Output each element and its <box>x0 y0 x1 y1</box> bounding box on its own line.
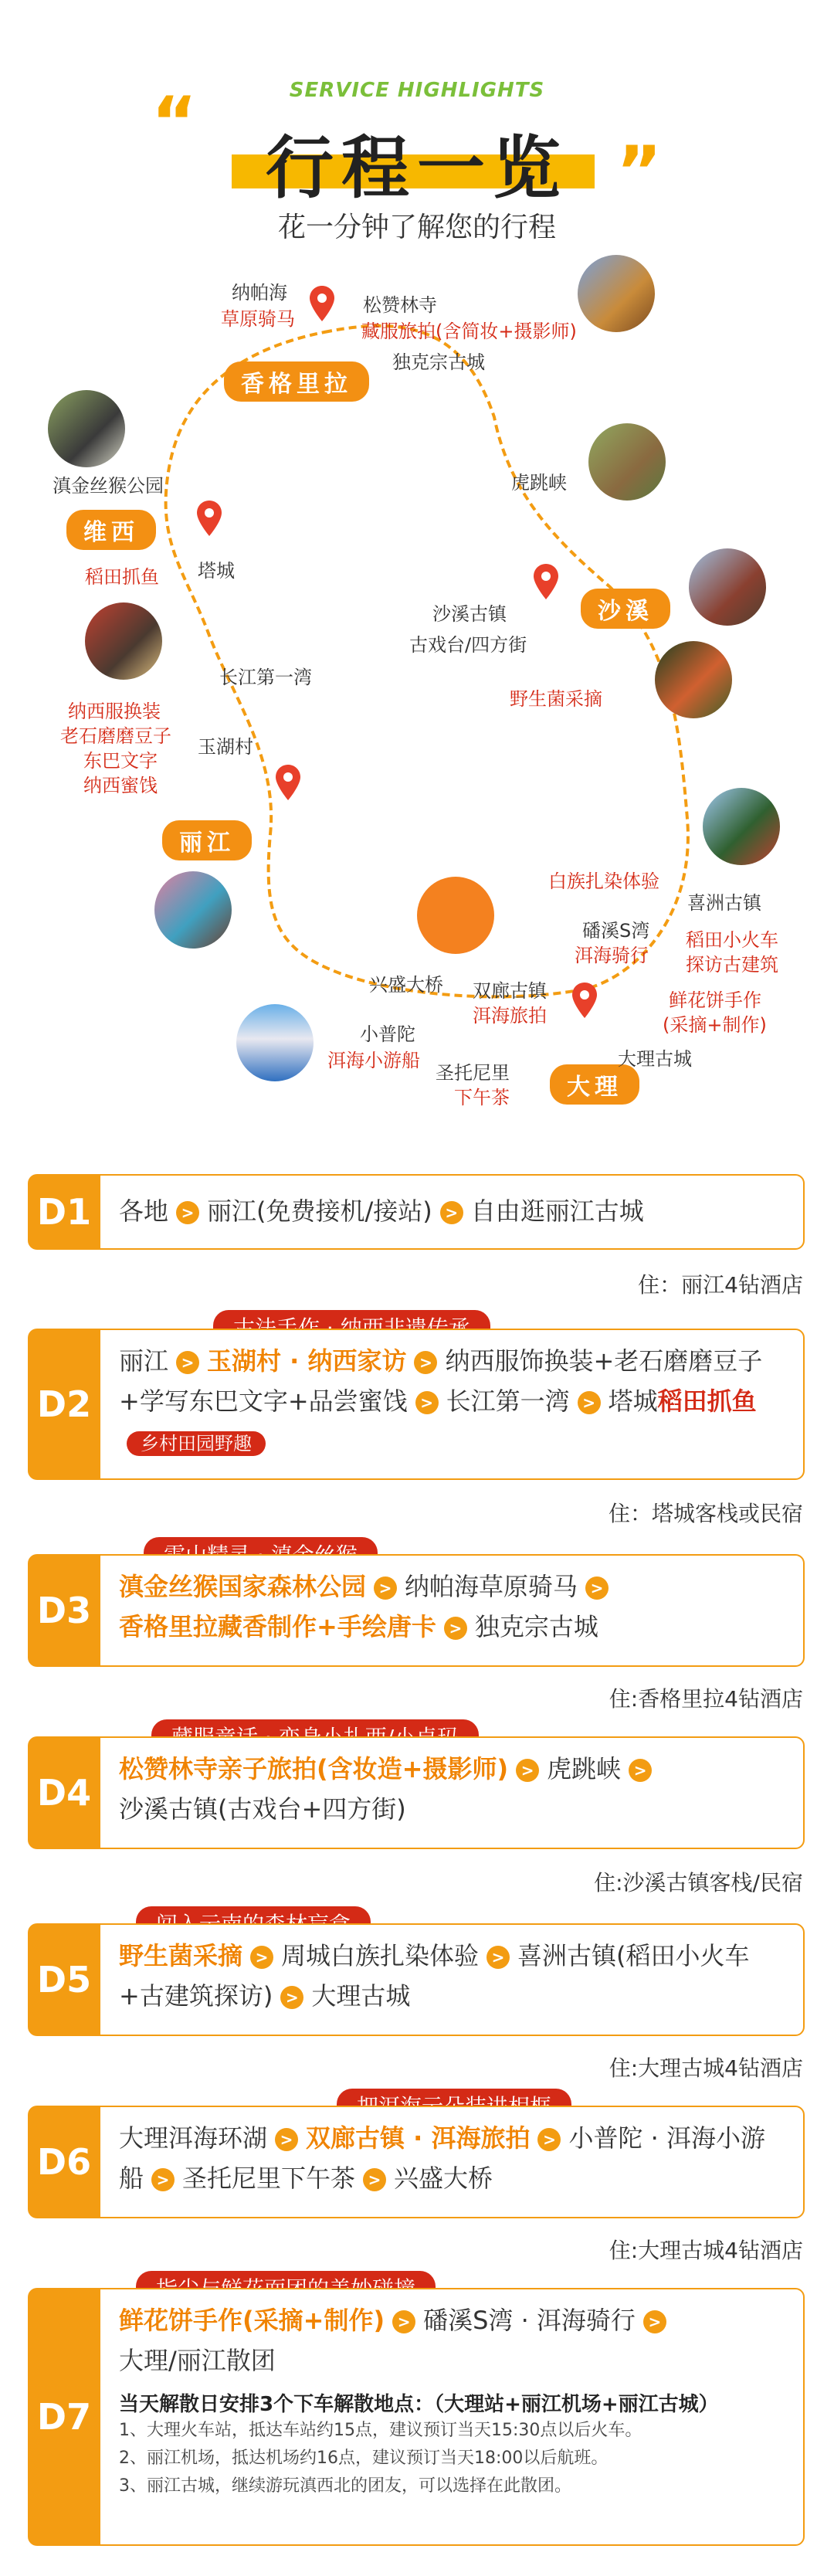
label-naxi2: 老石磨磨豆子 <box>60 725 171 747</box>
label-shaxi-town: 沙溪古镇 <box>432 603 507 625</box>
arrow-icon: > <box>444 1617 467 1640</box>
day-label-d5: D5 <box>28 1923 100 2036</box>
train-photo <box>703 788 780 865</box>
d4-p1: 虎跳峡 <box>547 1754 622 1784</box>
day-label-d4: D4 <box>28 1736 100 1849</box>
arrow-icon: > <box>578 1391 601 1414</box>
label-naxi3: 东巴文字 <box>83 750 158 772</box>
day-box-d2 <box>99 1329 805 1480</box>
d3-p2: 独克宗古城 <box>474 1612 598 1641</box>
service-highlights-label: SERVICE HIGHLIGHTS <box>289 79 545 102</box>
label-shengtuo: 圣托尼里 <box>436 1062 510 1084</box>
day-box-d6 <box>99 2106 805 2218</box>
label-daligucheng: 大理古城 <box>618 1048 692 1070</box>
d3-highlight-2: 香格里拉藏香制作+手绘唐卡 <box>119 1612 436 1641</box>
label-xianhua: 鲜花饼手作 <box>669 989 761 1011</box>
quote-open-mark: “ <box>151 82 198 163</box>
d6-highlight-1: 双廊古镇 · 洱海旅拍 <box>306 2123 531 2153</box>
label-napahai: 纳帕海 <box>232 282 287 304</box>
arrow-icon: > <box>250 1946 273 1969</box>
songzanlin-photo <box>578 255 655 332</box>
label-xingsheng: 兴盛大桥 <box>369 974 443 996</box>
arrow-icon: > <box>151 2168 175 2191</box>
d6-stay: 住:大理古城4钻酒店 <box>609 2238 803 2263</box>
d5-p2: 喜洲古镇(稻田小火车+古建筑探访) <box>119 1941 750 2011</box>
day-label-d1: D1 <box>28 1174 100 1250</box>
d3-highlight-1: 滇金丝猴国家森林公园 <box>119 1572 367 1601</box>
day-box-d5 <box>99 1923 805 2036</box>
label-xizhou-act2: 探访古建筑 <box>686 954 778 976</box>
d4-p2: 沙溪古镇(古戏台+四方街) <box>119 1794 406 1824</box>
label-shuanglang-act: 洱海旅拍 <box>473 1005 547 1027</box>
naxi-costume-photo <box>85 602 162 680</box>
arrow-icon: > <box>537 2128 561 2151</box>
arrow-icon: > <box>643 2310 666 2333</box>
label-baizu: 白族扎染体验 <box>548 871 659 892</box>
day-box-d3 <box>99 1554 805 1667</box>
label-yuhu: 玉湖村 <box>198 736 253 758</box>
label-yeshengjun: 野生菌采摘 <box>510 688 602 710</box>
label-naxi4: 纳西蜜饯 <box>83 775 158 796</box>
day-label-d7: D7 <box>28 2288 100 2546</box>
monkey-photo <box>48 390 125 467</box>
day-box-d7 <box>99 2288 805 2546</box>
d2-p2: 纳西服饰换装+老石磨磨豆子+学写东巴文字+品尝蜜饯 <box>119 1346 763 1416</box>
page-subtitle: 花一分钟了解您的行程 <box>277 212 556 243</box>
d7-highlight-1: 鲜花饼手作(采摘+制作) <box>119 2306 385 2335</box>
label-dianjin: 滇金丝猴公园 <box>53 475 164 497</box>
label-tacheng: 塔城 <box>198 560 235 582</box>
badge-lijiang: 丽江 <box>162 820 252 860</box>
label-fanpan: 磻溪S湾 <box>582 920 650 942</box>
arrow-icon: > <box>414 1351 437 1374</box>
arrow-icon: > <box>415 1391 439 1414</box>
badge-dali: 大理 <box>550 1064 639 1105</box>
d7-p1: 磻溪S湾 · 洱海骑行 <box>423 2306 636 2335</box>
location-pin-icon <box>571 983 598 1018</box>
d5-highlight-1: 野生菌采摘 <box>119 1941 243 1970</box>
d1-stop-3: 自由逛丽江古城 <box>470 1196 644 1226</box>
label-xianhua-act: (采摘+制作) <box>663 1014 767 1036</box>
d2-highlight-2: 稻田抓鱼 <box>657 1386 757 1416</box>
arrow-icon: > <box>486 1946 510 1969</box>
label-shuanglang: 双廊古镇 <box>473 980 547 1002</box>
page-title: 行程一览 <box>265 128 568 208</box>
d6-p4: 兴盛大桥 <box>394 2164 493 2193</box>
d1-stop-2: 丽江(免费接机/接站) <box>207 1196 432 1226</box>
mushroom-photo <box>655 641 732 718</box>
d2-stay: 住：塔城客栈或民宿 <box>608 1501 803 1526</box>
xiaoputuo-photo <box>236 1004 314 1081</box>
label-naxi1: 纳西服换装 <box>68 701 161 722</box>
arrow-icon: > <box>176 1201 199 1224</box>
badge-xianggelila: 香格里拉 <box>224 361 369 402</box>
arrow-icon: > <box>176 1351 199 1374</box>
label-hutiaoxia: 虎跳峡 <box>511 472 567 494</box>
arrow-icon: > <box>629 1759 652 1782</box>
tiger-leap-photo <box>588 423 666 501</box>
label-xiaoputuo-act: 洱海小游船 <box>327 1050 420 1071</box>
arrow-icon: > <box>516 1759 539 1782</box>
d7-note-title: 当天解散日安排3个下车解散地点：（大理站+丽江机场+丽江古城） <box>119 2393 719 2416</box>
d2-highlight-1: 玉湖村 · 纳西家访 <box>207 1346 407 1376</box>
badge-weixi: 维西 <box>66 510 156 550</box>
d4-highlight-1: 松赞林寺亲子旅拍(含妆造+摄影师) <box>119 1754 509 1784</box>
label-shengtuo-act: 下午茶 <box>454 1087 510 1108</box>
d7-p2: 大理/丽江散团 <box>119 2346 276 2375</box>
day-label-d2: D2 <box>28 1329 100 1480</box>
d6-p2: 小普陀 · 洱海小游船 <box>119 2123 765 2193</box>
arrow-icon: > <box>363 2168 386 2191</box>
label-xizhou-act1: 稻田小火车 <box>686 929 778 951</box>
d5-p3: 大理古城 <box>311 1981 411 2011</box>
d5-stay: 住:大理古城4钻酒店 <box>609 2055 803 2081</box>
d7-note-1: 1、大理火车站，抵达车站约15点，建议预订当天15:30点以后火车。 <box>119 2421 642 2440</box>
d2-p3: 长江第一湾 <box>446 1386 570 1416</box>
day-box-d1 <box>99 1174 805 1250</box>
day-box-d4 <box>99 1736 805 1849</box>
arrow-icon: > <box>585 1576 609 1600</box>
label-daotian: 稻田抓鱼 <box>85 566 159 588</box>
location-pin-icon <box>533 564 559 599</box>
label-changjiang: 长江第一湾 <box>219 667 312 688</box>
badge-shaxi: 沙溪 <box>581 589 670 629</box>
location-pin-icon <box>275 765 301 800</box>
d1-stay: 住：丽江4钻酒店 <box>638 1272 803 1298</box>
shuanglang-photo <box>417 877 494 954</box>
label-xiaoputuo: 小普陀 <box>360 1023 415 1045</box>
d5-p1: 周城白族扎染体验 <box>281 1941 480 1970</box>
d2-p1: 丽江 <box>119 1346 169 1376</box>
arrow-icon: > <box>440 1201 463 1224</box>
arrow-icon: > <box>392 2310 415 2333</box>
label-songzanlin-act: 藏服旅拍(含简妆+摄影师) <box>361 321 577 342</box>
arrow-icon: > <box>280 1986 303 2009</box>
d2-p4: 塔城 <box>608 1386 658 1416</box>
quote-close-mark: ” <box>616 131 663 212</box>
label-guxitai: 古戏台/四方街 <box>409 634 527 656</box>
label-dukezong: 独克宗古城 <box>392 351 485 373</box>
label-napahai-act: 草原骑马 <box>221 308 295 330</box>
lijiang-photo <box>154 871 232 949</box>
day-label-d6: D6 <box>28 2106 100 2218</box>
location-pin-icon <box>196 501 222 536</box>
d7-note-2: 2、丽江机场，抵达机场约16点，建议预订当天18:00以后航班。 <box>119 2449 609 2468</box>
d4-stay: 住:沙溪古镇客栈/民宿 <box>594 1870 803 1896</box>
d3-stay: 住:香格里拉4钻酒店 <box>609 1686 803 1712</box>
arrow-icon: > <box>275 2128 298 2151</box>
d2-tag-2: 乡村田园野趣 <box>127 1431 266 1456</box>
label-songzanlin: 松赞林寺 <box>363 294 437 316</box>
label-xizhou: 喜洲古镇 <box>687 892 761 914</box>
d6-p1: 大理洱海环湖 <box>119 2123 268 2153</box>
arrow-icon: > <box>374 1576 397 1600</box>
shaxi-photo <box>689 548 766 626</box>
d1-stop-1: 各地 <box>119 1196 169 1226</box>
label-fanpan-act: 洱海骑行 <box>575 945 649 966</box>
day-label-d3: D3 <box>28 1554 100 1667</box>
d3-p1: 纳帕海草原骑马 <box>405 1572 578 1601</box>
d6-p3: 圣托尼里下午茶 <box>182 2164 356 2193</box>
d7-note-3: 3、丽江古城，继续游玩滇西北的团友，可以选择在此散团。 <box>119 2476 571 2496</box>
location-pin-icon <box>309 286 335 321</box>
